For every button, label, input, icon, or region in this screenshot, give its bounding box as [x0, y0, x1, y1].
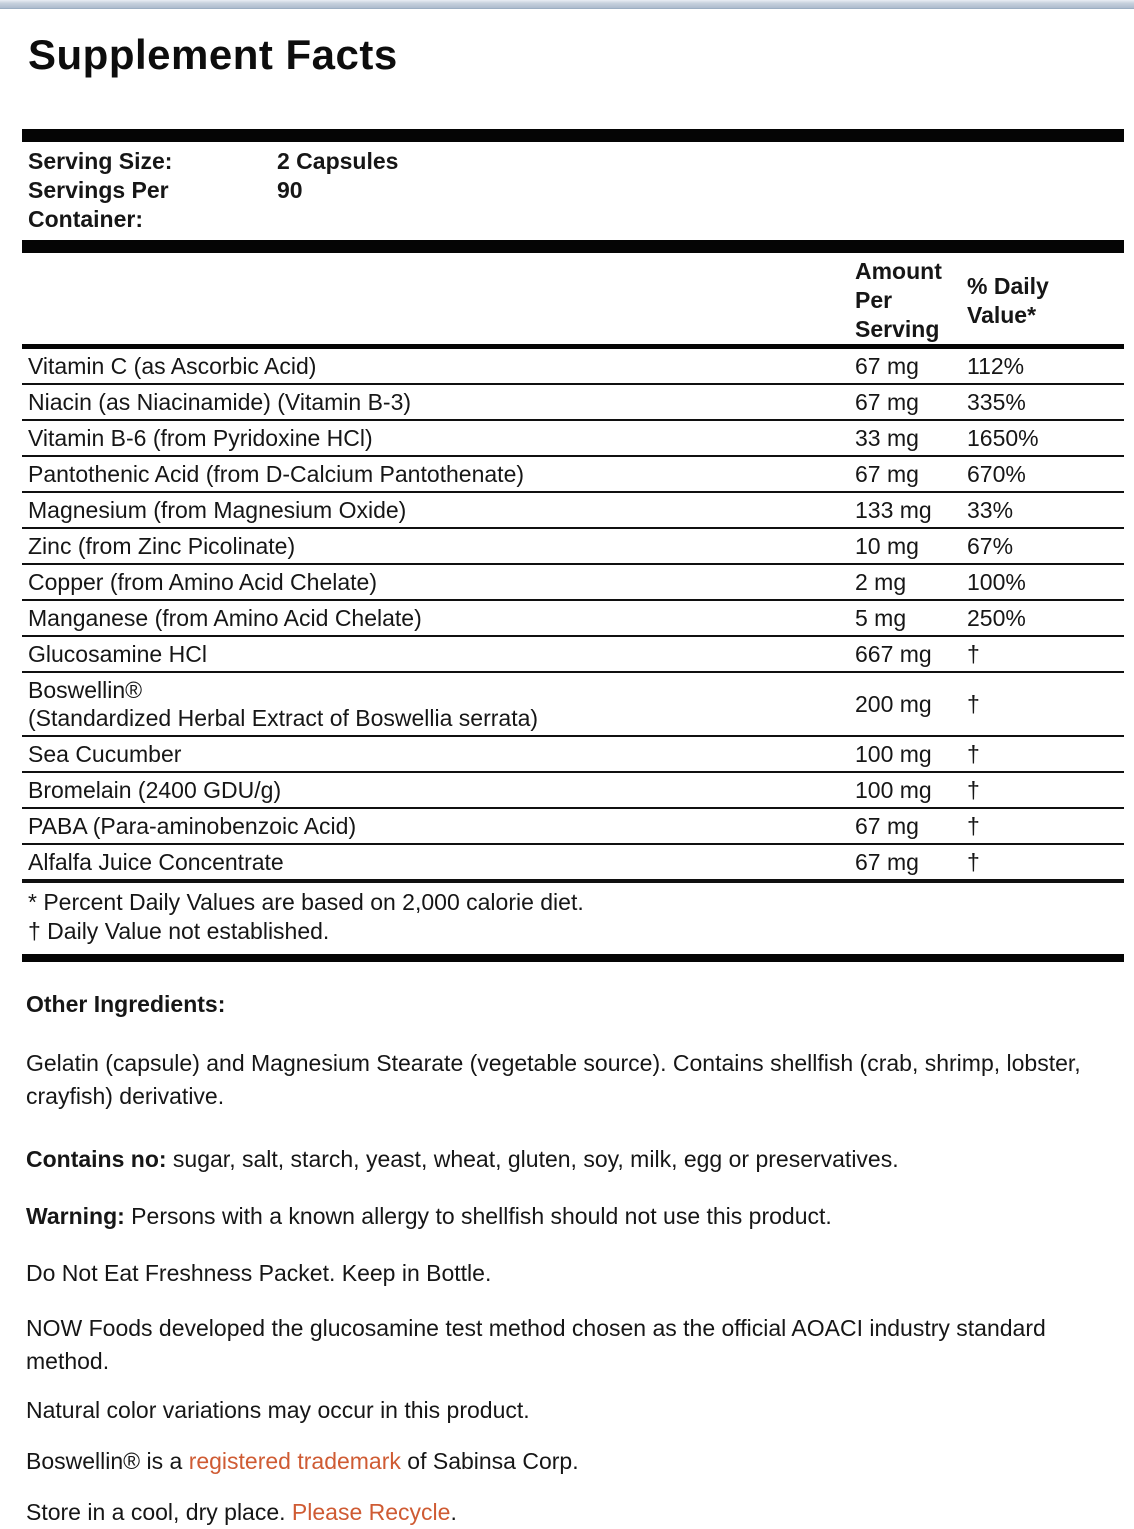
daily-value-header-text: % Daily Value*: [967, 272, 1049, 328]
ingredient-name: Glucosamine HCl: [28, 641, 207, 667]
ingredient-name: Bromelain (2400 GDU/g): [28, 777, 282, 803]
ingredient-amount: 667 mg: [855, 641, 932, 667]
footnote-dagger: † Daily Value not established.: [28, 918, 330, 944]
contains-no-paragraph: [26, 1143, 1124, 1176]
ingredient-amount: 133 mg: [855, 497, 932, 523]
storage-suffix-text: .: [450, 1499, 457, 1525]
ingredient-daily-value: †: [967, 777, 980, 803]
footnote-daily-value: * Percent Daily Values are based on 2,000 calorie diet.: [28, 889, 584, 915]
ingredient-name: Magnesium (from Magnesium Oxide): [28, 497, 407, 523]
ingredient-name: Pantothenic Acid (from D-Calcium Pantothenate): [28, 461, 525, 487]
warning-label: Warning:: [26, 1203, 125, 1229]
table-row: [22, 673, 1124, 737]
ingredient-daily-value: 100%: [967, 569, 1026, 595]
table-row: [22, 601, 1124, 637]
contains-no-text: sugar, salt, starch, yeast, wheat, gluten, soy, milk, egg or preservatives.: [166, 1146, 899, 1172]
table-row: [22, 493, 1124, 529]
ingredient-amount: 67 mg: [855, 849, 919, 875]
ingredient-daily-value: †: [967, 741, 980, 767]
table-row: [22, 737, 1124, 773]
table-row: [22, 385, 1124, 421]
ingredient-name: Copper (from Amino Acid Chelate): [28, 569, 377, 595]
please-recycle-link[interactable]: Please Recycle: [291, 1499, 451, 1525]
warning-paragraph: [26, 1200, 1124, 1233]
ingredient-daily-value: 335%: [967, 389, 1026, 415]
ingredient-amount: 200 mg: [855, 691, 932, 717]
contains-no-label: Contains no:: [26, 1146, 167, 1172]
ingredient-daily-value: †: [967, 691, 980, 717]
servings-per-container-label: Servings Per Container:: [28, 177, 169, 232]
other-ingredients-body: Gelatin (capsule) and Magnesium Stearate (vegetable source). Contains shellfish (crab, shrimp, lobster, crayfish) derivative.: [26, 1050, 1081, 1109]
table-row: [22, 457, 1124, 493]
ingredient-daily-value: 670%: [967, 461, 1026, 487]
trademark-prefix-text: Boswellin® is a: [26, 1448, 189, 1474]
trademark-suffix-text: of Sabinsa Corp.: [400, 1448, 579, 1474]
ingredient-amount: 100 mg: [855, 741, 932, 767]
ingredient-name: [22, 676, 855, 732]
ingredient-amount: 67 mg: [855, 389, 919, 415]
color-variation-note: Natural color variations may occur in this product.: [26, 1397, 530, 1423]
serving-size-label: Serving Size:: [28, 148, 173, 174]
ingredient-daily-value: †: [967, 813, 980, 839]
ingredient-name: PABA (Para-aminobenzoic Acid): [28, 813, 357, 839]
registered-trademark-link[interactable]: registered trademark: [188, 1448, 401, 1474]
table-header-spacer: [22, 257, 855, 344]
ingredient-amount: 67 mg: [855, 813, 919, 839]
freshness-note: Do Not Eat Freshness Packet. Keep in Bottle.: [26, 1260, 492, 1286]
table-row: [22, 773, 1124, 809]
ingredient-amount: 67 mg: [855, 461, 919, 487]
warning-text: Persons with a known allergy to shellfish should not use this product.: [124, 1203, 832, 1229]
divider-thick-serving: [22, 240, 1124, 253]
amount-per-serving-header: [855, 257, 967, 344]
ingredient-amount: 33 mg: [855, 425, 919, 451]
servings-per-container-row: [28, 176, 1124, 234]
ingredient-name: Zinc (from Zinc Picolinate): [28, 533, 296, 559]
ingredient-name-line2: (Standardized Herbal Extract of Boswellia serrata): [28, 705, 539, 731]
page-title: Supplement Facts: [28, 31, 398, 78]
ingredient-amount: 5 mg: [855, 605, 907, 631]
servings-per-container-value: 90: [277, 177, 303, 203]
amount-header-line: Per: [855, 287, 893, 313]
ingredient-amount: 10 mg: [855, 533, 919, 559]
ingredient-daily-value: 250%: [967, 605, 1026, 631]
table-row: [22, 809, 1124, 845]
supplement-facts-panel: [0, 31, 1134, 1529]
ingredient-name-line1: Boswellin®: [28, 677, 143, 703]
ingredient-name: Manganese (from Amino Acid Chelate): [28, 605, 422, 631]
ingredient-amount: 2 mg: [855, 569, 907, 595]
serving-size-value: 2 Capsules: [277, 148, 399, 174]
table-header: [22, 253, 1124, 349]
table-row: [22, 565, 1124, 601]
table-row: [22, 637, 1124, 673]
serving-size-row: [28, 147, 1124, 176]
daily-value-header: [967, 257, 1124, 344]
storage-paragraph: [26, 1496, 1124, 1529]
amount-header-line: Amount: [855, 258, 942, 284]
other-ingredients-heading: Other Ingredients:: [26, 991, 226, 1017]
ingredient-daily-value: 33%: [967, 497, 1014, 523]
ingredient-daily-value: †: [967, 641, 980, 667]
aoac-note: NOW Foods developed the glucosamine test method chosen as the official AOACI industry standard method.: [26, 1315, 1046, 1374]
table-row: [22, 421, 1124, 457]
table-row: [22, 845, 1124, 883]
ingredient-name: Vitamin C (as Ascorbic Acid): [28, 353, 317, 379]
table-footnotes: [22, 883, 1124, 962]
window-top-bar: [0, 0, 1134, 9]
ingredient-daily-value: 112%: [967, 353, 1025, 379]
amount-header-line: Serving: [855, 316, 940, 342]
ingredient-daily-value: †: [967, 849, 980, 875]
divider-thick-top: [22, 129, 1124, 142]
serving-info: [22, 142, 1124, 240]
trademark-paragraph: [26, 1445, 1124, 1478]
ingredient-amount: 67 mg: [855, 353, 919, 379]
ingredient-daily-value: 67%: [967, 533, 1014, 559]
storage-prefix-text: Store in a cool, dry place.: [26, 1499, 292, 1525]
ingredient-daily-value: 1650%: [967, 425, 1039, 451]
table-row: [22, 529, 1124, 565]
ingredient-name: Sea Cucumber: [28, 741, 182, 767]
ingredient-amount: 100 mg: [855, 777, 932, 803]
ingredient-name: Alfalfa Juice Concentrate: [28, 849, 284, 875]
ingredient-name: Niacin (as Niacinamide) (Vitamin B-3): [28, 389, 412, 415]
table-row: [22, 349, 1124, 385]
ingredient-name: Vitamin B-6 (from Pyridoxine HCl): [28, 425, 373, 451]
